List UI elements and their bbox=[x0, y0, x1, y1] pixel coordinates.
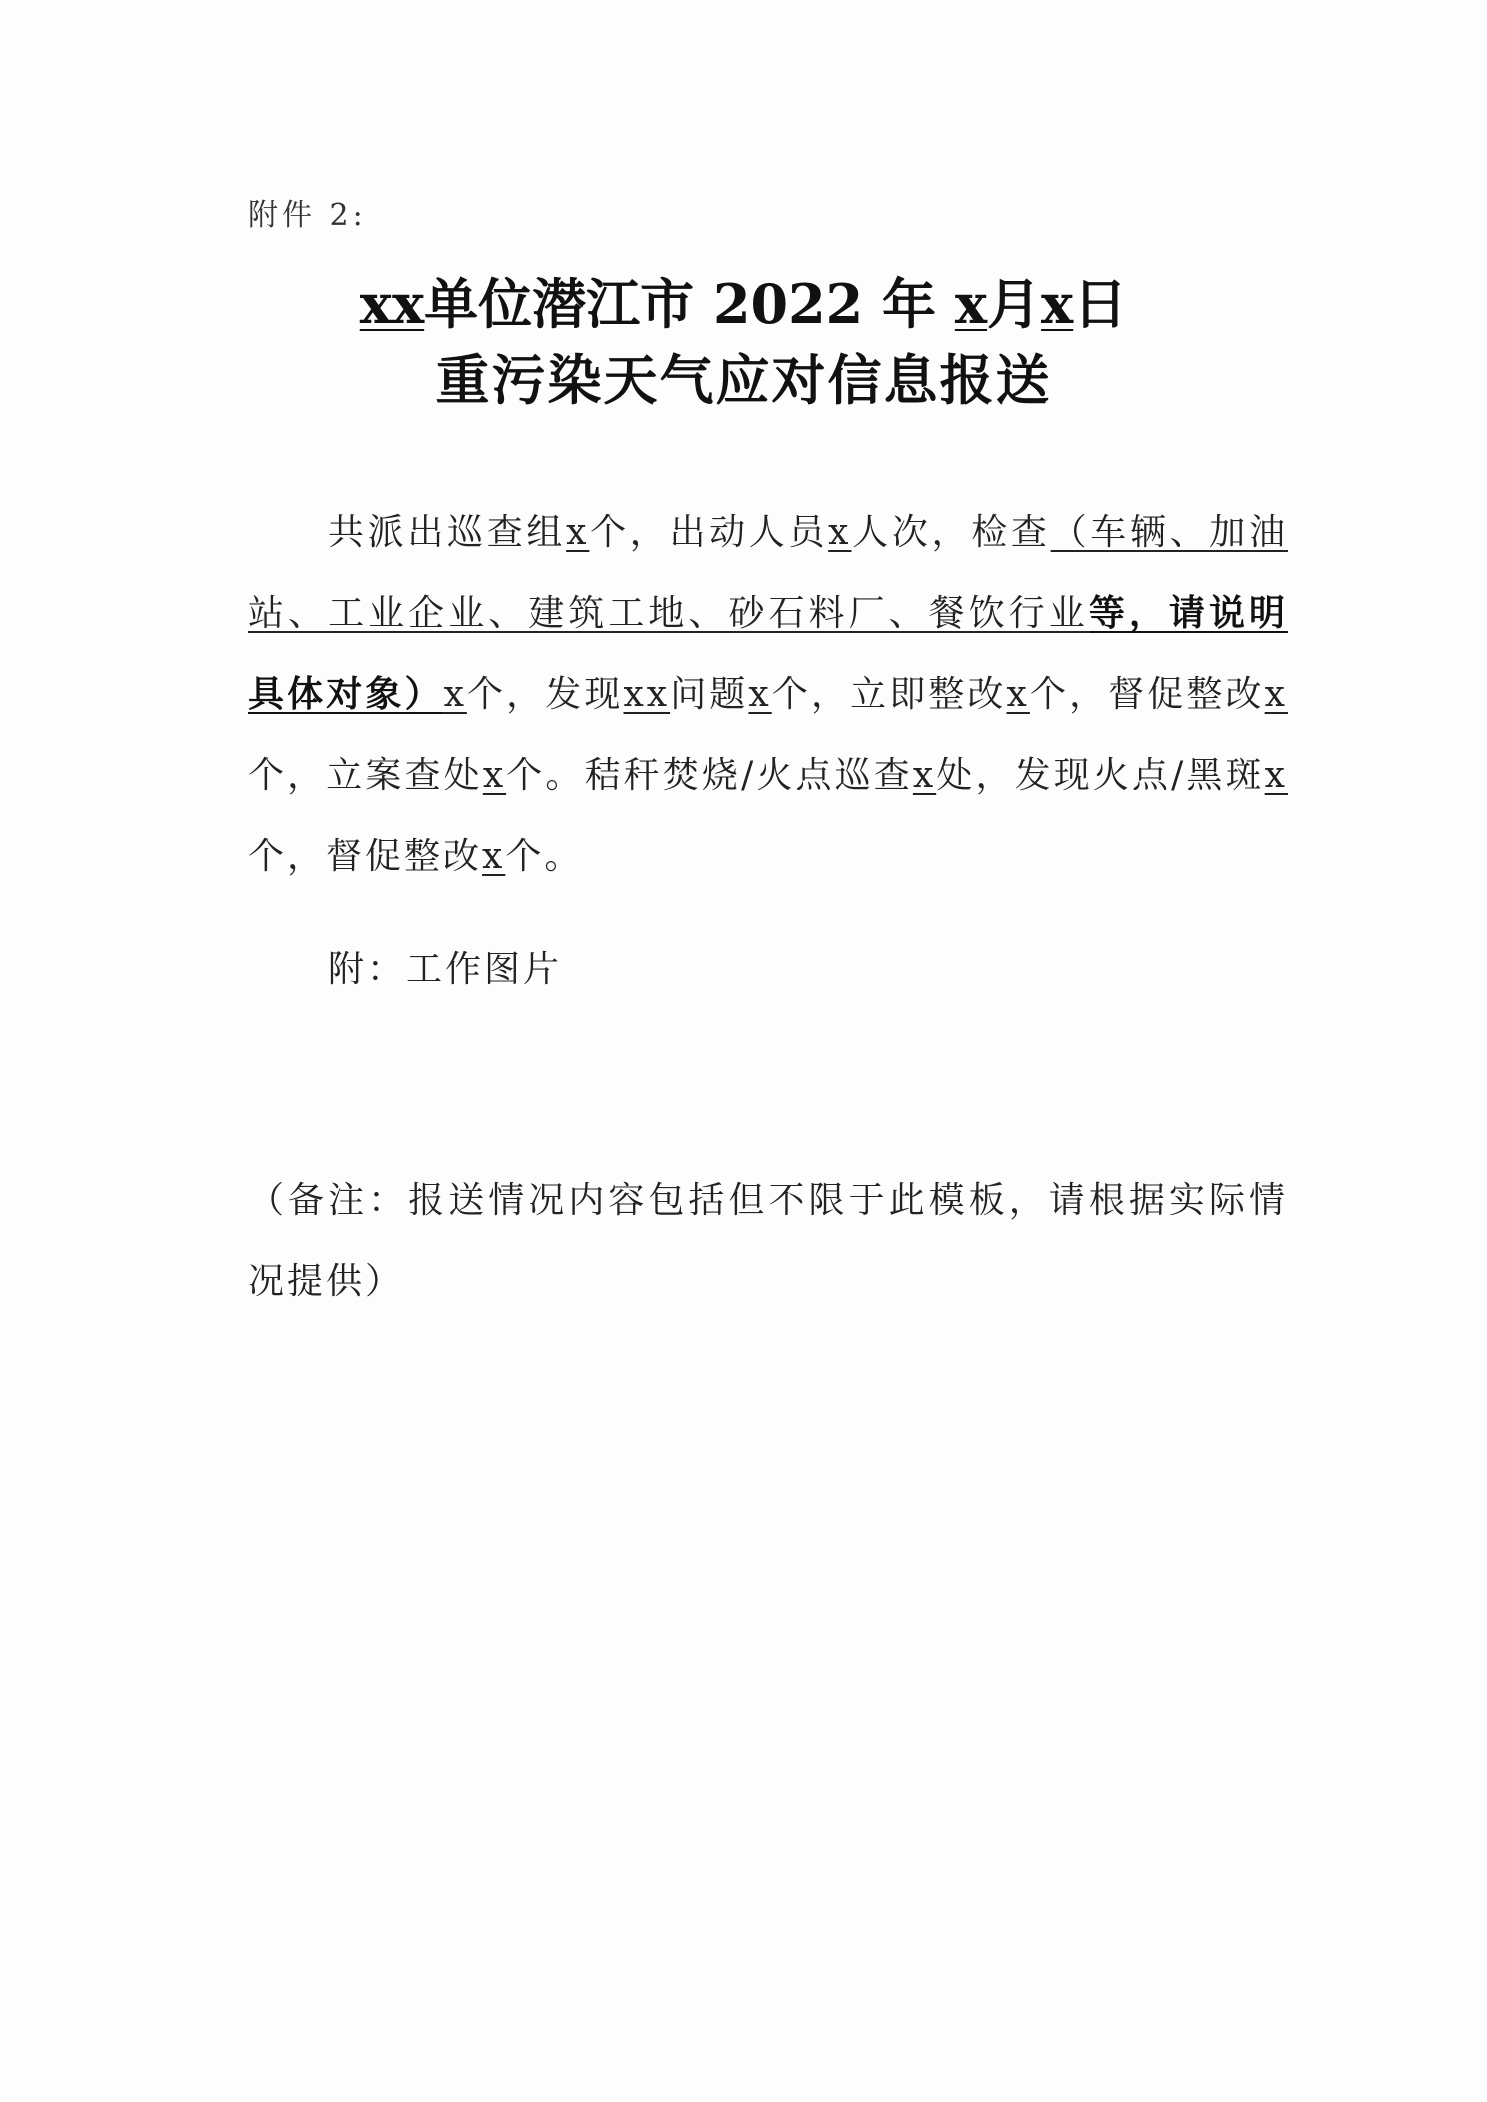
blank-field: x bbox=[1264, 755, 1288, 796]
blank-field: x bbox=[443, 674, 467, 715]
title-day-suffix: 日 bbox=[1073, 272, 1128, 336]
text-segment: 个，出动人员 bbox=[589, 512, 829, 553]
text-segment: 处，发现火点/黑斑 bbox=[936, 755, 1265, 796]
text-segment: 个，督促整改 bbox=[1029, 674, 1265, 715]
title-month-suffix: 月 bbox=[987, 272, 1042, 336]
inspection-targets: （车辆、加油站、工业企业、建筑工地、砂石料厂、餐饮行业 bbox=[248, 512, 1288, 634]
remark-note: （备注：报送情况内容包括但不限于此模板，请根据实际情况提供） bbox=[248, 1180, 1288, 1302]
text-segment: 个，立案查处 bbox=[248, 755, 483, 796]
text-segment: 个，发现 bbox=[466, 674, 624, 715]
text-segment: 个。 bbox=[505, 836, 584, 877]
blank-field: x bbox=[1006, 674, 1030, 715]
report-paragraph bbox=[248, 492, 1288, 897]
inspection-targets-note: 等，请说明具体对象） bbox=[248, 592, 1288, 715]
blank-field: x bbox=[482, 755, 507, 796]
text-segment: 问题 bbox=[670, 674, 749, 715]
blank-field: x bbox=[912, 755, 937, 796]
text-segment: 个。秸秆焚烧/火点巡查 bbox=[506, 755, 913, 796]
title-middle: 单位潜江市 2022 年 bbox=[424, 272, 955, 336]
blank-field: x bbox=[748, 674, 772, 715]
document-title-line2: 重污染天气应对信息报送 bbox=[435, 348, 1052, 412]
blank-field: x bbox=[828, 512, 852, 553]
blank-field: xx bbox=[623, 674, 671, 715]
document-title-line1 bbox=[0, 262, 1487, 339]
blank-field: x bbox=[482, 836, 506, 877]
title-unit-blank: xx bbox=[359, 272, 425, 336]
title-month-blank: x bbox=[954, 272, 988, 336]
attachment-label: 附件 2: bbox=[248, 198, 367, 233]
appendix-note: 附：工作图片 bbox=[328, 949, 563, 990]
text-segment: 共派出巡查组 bbox=[328, 512, 567, 553]
text-segment: 人次，检查 bbox=[851, 512, 1051, 553]
text-segment: 个，立即整改 bbox=[771, 674, 1007, 715]
blank-field: x bbox=[1264, 674, 1288, 715]
blank-field: x bbox=[566, 512, 590, 553]
title-day-blank: x bbox=[1041, 272, 1074, 336]
text-segment: 个，督促整改 bbox=[248, 836, 483, 877]
